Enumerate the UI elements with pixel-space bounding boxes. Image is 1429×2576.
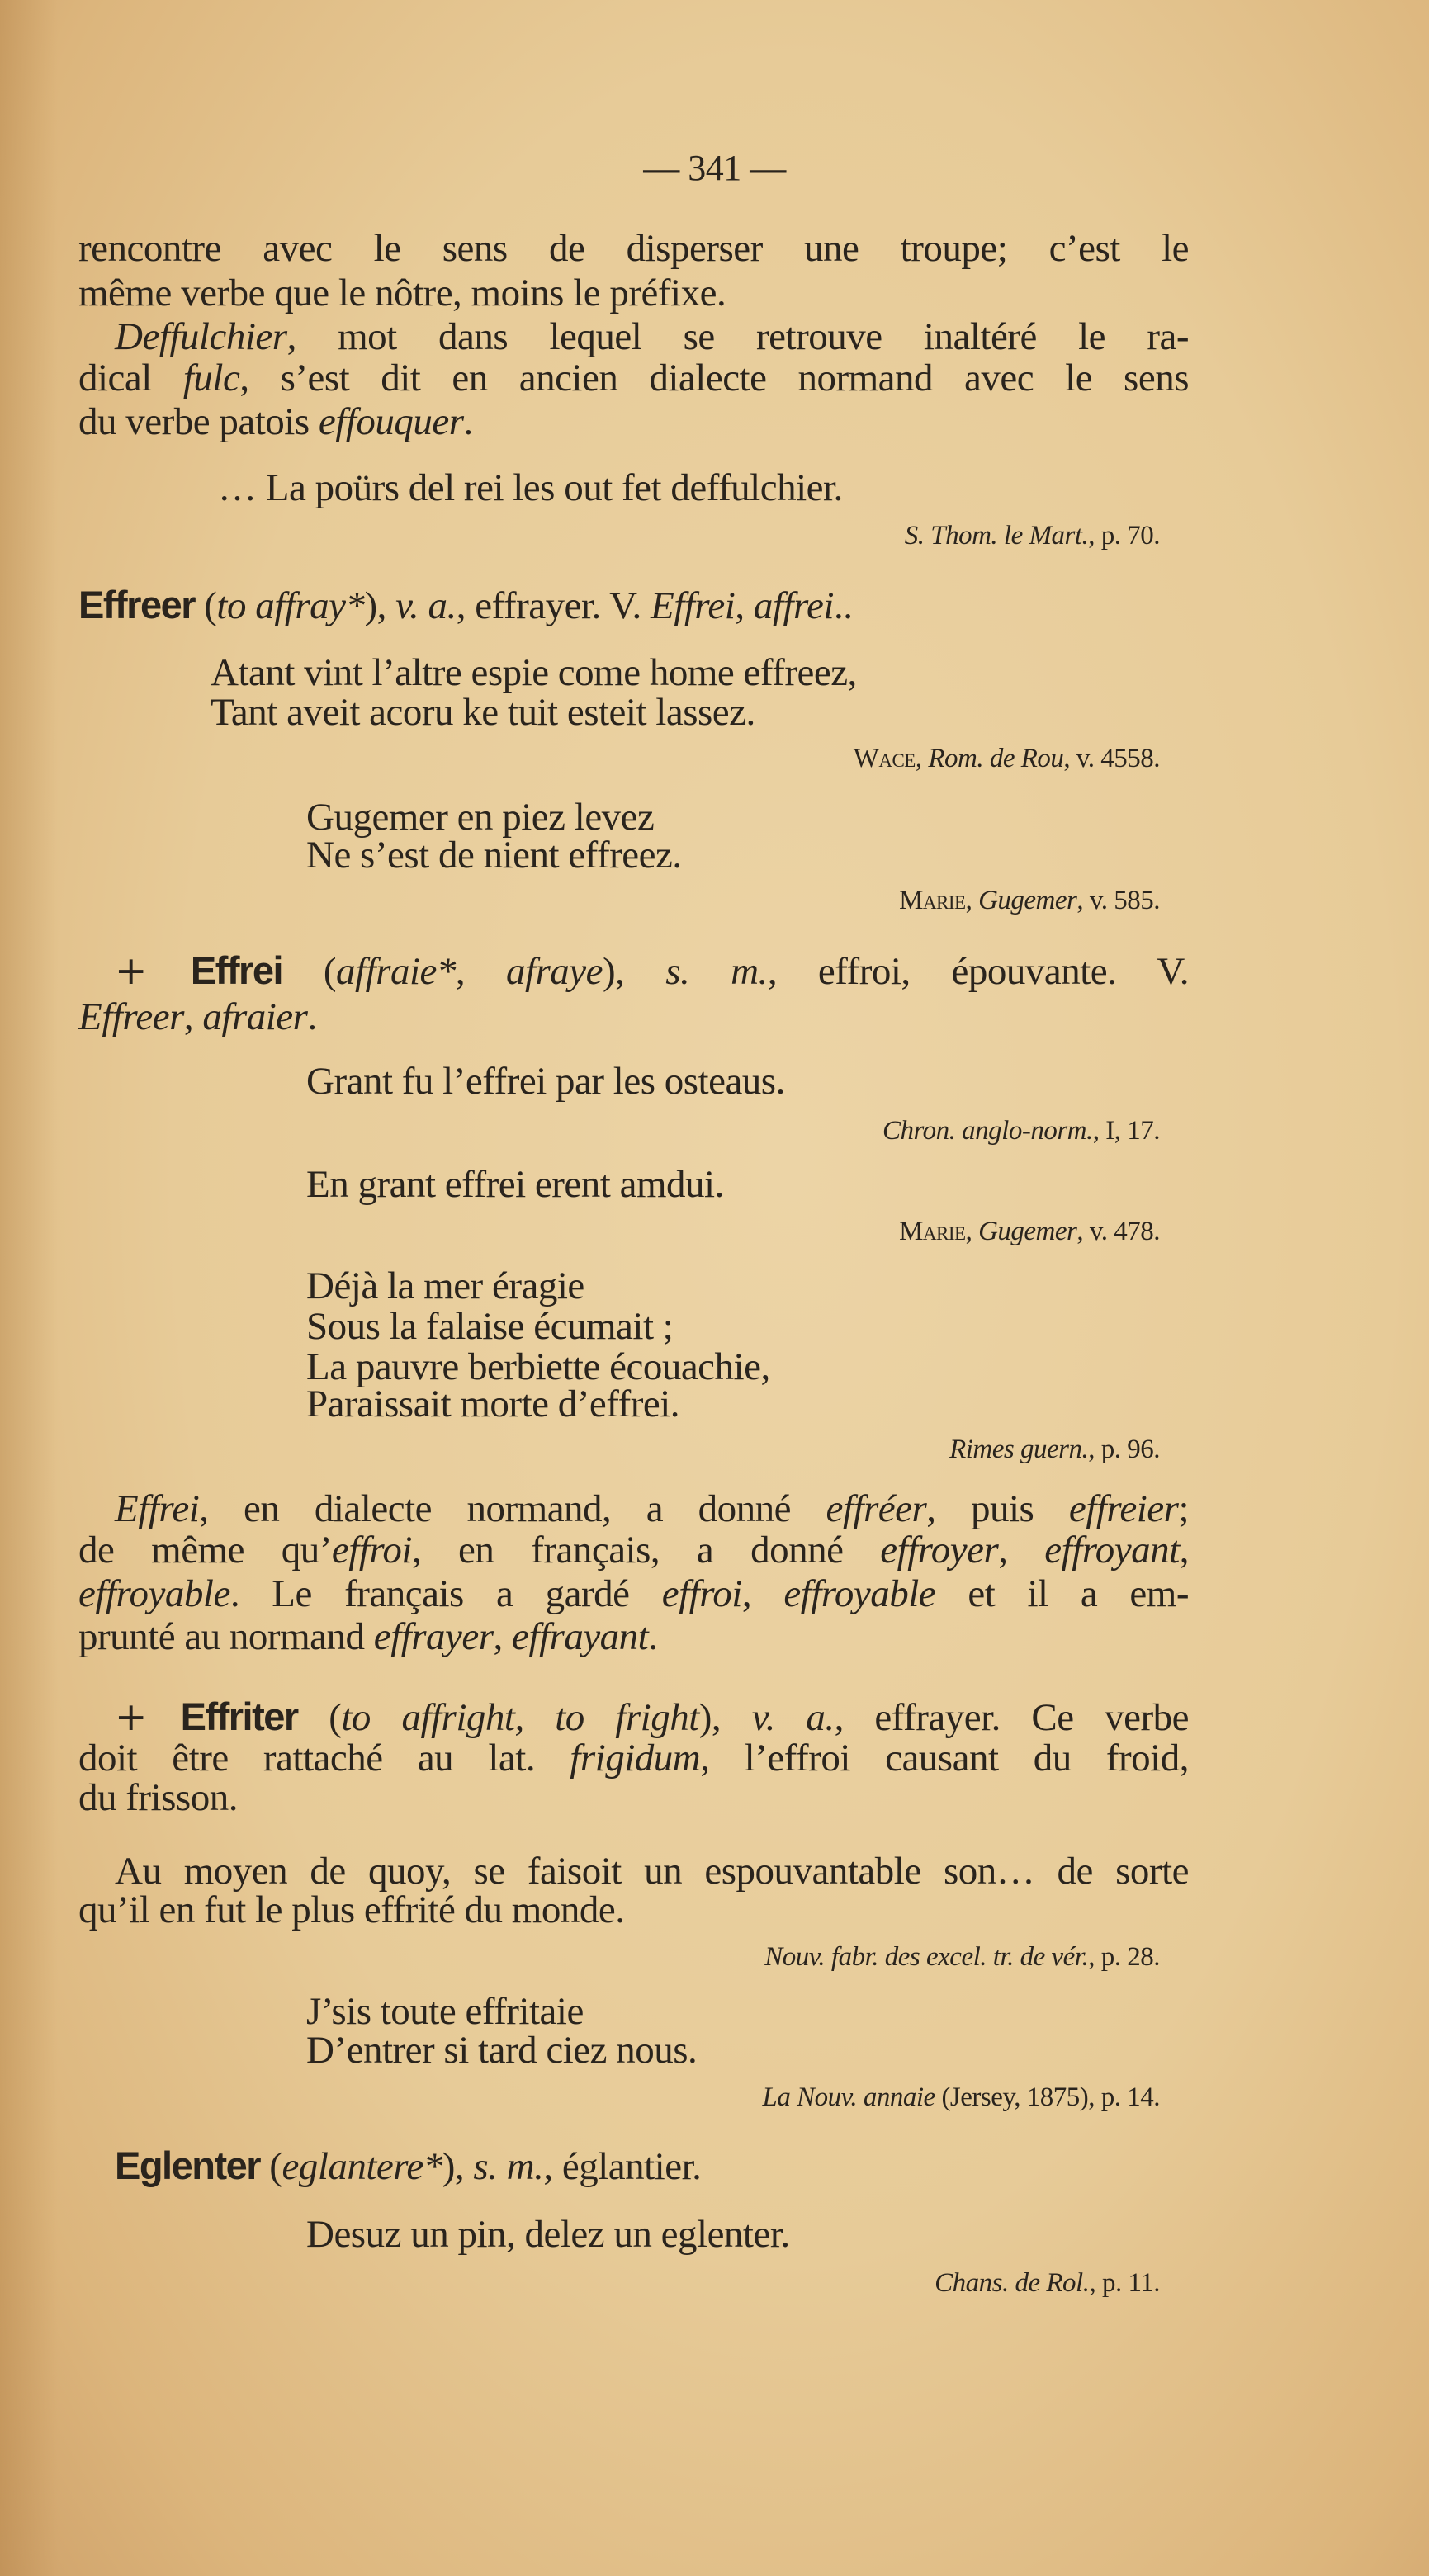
text-run: du frisson. — [78, 1776, 238, 1819]
body-text-line — [78, 1887, 624, 1933]
quotation-verse-line — [306, 1381, 679, 1427]
quotation-verse-line — [306, 2211, 790, 2257]
quotation-verse-line — [306, 2027, 697, 2073]
cross-marker: + — [115, 948, 191, 994]
text-run: dical — [78, 357, 183, 399]
italic-text: Chron. anglo-norm. — [882, 1116, 1093, 1146]
italic-text: frigidum — [570, 1737, 701, 1780]
italic-text: s. m. — [473, 2145, 544, 2188]
text-run: , mot dans lequel se retrouve inaltéré le ra- — [286, 315, 1189, 358]
text-run: , p. 96. — [1088, 1435, 1160, 1464]
body-text-line — [78, 1735, 1189, 1781]
text-run: Desuz un pin, delez un eglenter. — [306, 2213, 790, 2256]
citation-line — [882, 1108, 1160, 1154]
text-run: , — [915, 744, 929, 773]
italic-text: fulc — [182, 357, 240, 399]
text-run: , p. 70. — [1088, 521, 1160, 551]
italic-text: effroi — [331, 1529, 412, 1572]
text-run: Sous la falaise écumait ; — [306, 1305, 674, 1348]
body-text-line — [78, 1775, 238, 1821]
italic-text: Gugemer — [978, 1217, 1077, 1246]
text-run: , I, 17. — [1092, 1116, 1160, 1146]
text-run: , effrayer. Ce verbe — [834, 1696, 1189, 1739]
text-run: , — [741, 1572, 784, 1615]
italic-text: effroyer — [880, 1529, 999, 1572]
citation-line — [763, 2074, 1160, 2120]
quotation-verse-line — [306, 1058, 785, 1104]
entry-headword-line — [115, 2143, 701, 2190]
paragraph-first-line — [115, 1486, 1189, 1532]
italic-text: Gugemer — [978, 886, 1077, 915]
italic-text: Deffulchier — [115, 315, 287, 358]
italic-text: effréer — [826, 1487, 927, 1530]
text-run: , v. 4558. — [1063, 744, 1160, 773]
text-run: , en français, a donné — [412, 1529, 881, 1572]
quotation-verse-line — [306, 832, 682, 878]
italic-text: afraier — [202, 995, 308, 1038]
citation-line — [949, 1426, 1160, 1472]
text-run: . — [463, 400, 473, 443]
citation-line — [764, 1934, 1160, 1980]
citation-line — [899, 877, 1160, 924]
body-text-line — [78, 355, 1189, 401]
italic-text: v. a. — [751, 1696, 835, 1739]
paragraph-first-line — [115, 314, 1189, 360]
body-text-line — [78, 582, 852, 629]
quotation-verse-line — [211, 689, 755, 735]
text-run: , p. 11. — [1089, 2268, 1160, 2298]
text-run: En grant effrei erent amdui. — [306, 1163, 724, 1206]
headword: Eglenter — [115, 2144, 261, 2187]
text-run: Paraissait morte d’effrei. — [306, 1383, 680, 1425]
text-run: doit être rattaché au lat. — [78, 1737, 570, 1780]
italic-text: affraie* — [336, 950, 456, 993]
paragraph-first-line — [115, 948, 1189, 995]
text-run: . — [648, 1615, 658, 1658]
text-run: ), — [442, 2145, 474, 2188]
italic-text: Rom. de Rou — [928, 744, 1064, 773]
text-run: .. — [833, 584, 853, 627]
cross-marker: + — [115, 1694, 181, 1740]
text-run: , effroi, épouvante. V. — [767, 950, 1189, 993]
text-run: ), — [603, 950, 666, 993]
italic-text: Effrei — [651, 584, 736, 627]
quotation-verse-line — [218, 465, 843, 511]
text-run: du verbe patois — [78, 400, 319, 443]
italic-text: effroi — [661, 1572, 742, 1615]
italic-text: Effrei — [115, 1487, 200, 1530]
citation-line — [899, 1208, 1160, 1255]
italic-text: effrayant — [512, 1615, 649, 1658]
text-run: J’sis toute effritaie — [306, 1990, 584, 2033]
author-name: Wace — [853, 744, 916, 773]
text-run: Tant aveit acoru ke tuit esteit lassez. — [211, 691, 755, 734]
text-run: La pauvre berbiette écouachie, — [306, 1345, 770, 1388]
text-run: , — [1179, 1529, 1189, 1572]
text-run: et il a em- — [935, 1572, 1189, 1615]
body-text-line — [78, 1614, 657, 1660]
text-run: Au moyen de quoy, se faisoit un espouvantable son… de sorte — [115, 1850, 1189, 1893]
citation-line — [905, 513, 1160, 559]
text-run: prunté au normand — [78, 1615, 374, 1658]
text-run: qu’il en fut le plus effrité du monde. — [78, 1888, 625, 1931]
text-run: Atant vint l’altre espie come home effreez, — [211, 651, 857, 694]
body-text-line — [78, 1571, 1189, 1617]
text-run: ( — [297, 1696, 342, 1739]
italic-text: effouquer — [318, 400, 464, 443]
text-run: . Le français a gardé — [229, 1572, 662, 1615]
citation-line — [854, 735, 1160, 782]
text-run: , églantier. — [543, 2145, 702, 2188]
italic-text: to affray* — [216, 584, 365, 627]
text-run: Gugemer en piez levez — [306, 796, 655, 839]
quotation-verse-line — [306, 1161, 724, 1208]
text-run: , s’est dit en ancien dialecte normand avec le sens — [239, 357, 1189, 399]
text-run: , — [493, 1615, 513, 1658]
text-run: , en dialecte normand, a donné — [199, 1487, 826, 1530]
text-run: , — [965, 886, 979, 915]
text-run: de même qu’ — [78, 1529, 332, 1572]
text-run: D’entrer si tard ciez nous. — [306, 2029, 698, 2072]
italic-text: effrayer — [373, 1615, 494, 1658]
citation-line — [935, 2260, 1160, 2306]
text-run: , p. 28. — [1088, 1942, 1160, 1972]
text-run: Grant fu l’effrei par les osteaus. — [306, 1060, 785, 1103]
text-run: , — [183, 995, 203, 1038]
text-run: Déjà la mer éragie — [306, 1264, 584, 1307]
text-run: même verbe que le nôtre, moins le préfixe. — [78, 272, 726, 314]
italic-text: Effreer — [78, 995, 184, 1038]
body-text-line — [78, 225, 1189, 272]
text-run: ; — [1178, 1487, 1189, 1530]
headword: Effreer — [78, 583, 196, 626]
text-run: , effrayer. V. — [456, 584, 651, 627]
text-run: , — [735, 584, 754, 627]
text-run: , v. 585. — [1076, 886, 1160, 915]
italic-text: La Nouv. annaie — [762, 2082, 935, 2112]
body-text-line — [78, 270, 726, 316]
body-text-line — [78, 994, 317, 1040]
text-run: . — [307, 995, 317, 1038]
text-run: , — [998, 1529, 1045, 1572]
text-run: , v. 478. — [1076, 1217, 1160, 1246]
quotation-verse-line — [306, 1263, 584, 1309]
text-run: ), — [698, 1696, 752, 1739]
paragraph-first-line — [115, 1694, 1189, 1741]
text-run: , l’effroi causant du froid, — [700, 1737, 1189, 1780]
author-name: Marie — [899, 1217, 966, 1246]
italic-text: affrei — [753, 584, 834, 627]
text-run: Ne s’est de nient effreez. — [306, 834, 682, 877]
text-run: ( — [195, 584, 217, 627]
italic-text: Rimes guern. — [949, 1435, 1089, 1464]
text-run: (Jersey, 1875), p. 14. — [935, 2082, 1160, 2112]
italic-text: afraye — [505, 950, 603, 993]
italic-text: effroyable — [78, 1572, 230, 1615]
text-run: … La poürs del rei les out fet deffulchier. — [218, 466, 843, 509]
body-text-line — [78, 1527, 1189, 1573]
text-run: rencontre avec le sens de disperser une troupe; c’est le — [78, 227, 1189, 270]
author-name: Marie — [899, 886, 966, 915]
italic-text: eglantere* — [282, 2145, 442, 2188]
page-number: — 341 — — [643, 148, 786, 188]
italic-text: S. Thom. le Mart. — [904, 521, 1089, 551]
text-run: , — [455, 950, 506, 993]
italic-text: effreier — [1068, 1487, 1179, 1530]
italic-text: effroyable — [783, 1572, 936, 1615]
italic-text: to affright, to fright — [341, 1696, 699, 1739]
italic-text: Chans. de Rol. — [935, 2268, 1090, 2298]
text-run: ( — [282, 950, 337, 993]
text-run: , — [965, 1217, 979, 1246]
body-text-line — [78, 399, 473, 445]
text-run: , puis — [926, 1487, 1069, 1530]
italic-text: effroyant — [1044, 1529, 1180, 1572]
text-run: ), — [364, 584, 396, 627]
headword: Effrei — [190, 948, 283, 992]
quotation-verse-line — [306, 1303, 673, 1349]
italic-text: Nouv. fabr. des excel. tr. de vér. — [764, 1942, 1089, 1972]
italic-text: v. a. — [395, 584, 457, 627]
text-run: ( — [260, 2145, 282, 2188]
headword: Effriter — [180, 1694, 298, 1738]
italic-text: s. m. — [665, 950, 768, 993]
